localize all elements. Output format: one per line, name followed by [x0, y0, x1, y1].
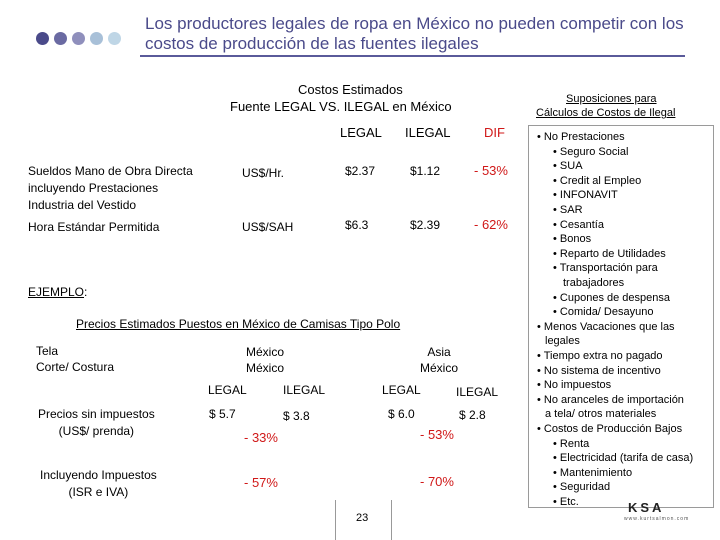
row-wages-dif: - 53%	[474, 163, 508, 178]
assumption-item: • No sistema de incentivo	[537, 364, 661, 377]
row1-asia-ilegal: $ 2.8	[459, 408, 486, 422]
assumption-item: • Bonos	[553, 233, 592, 246]
assumption-item: • Transportación para	[553, 262, 658, 275]
assumption-item: • Credit al Empleo	[553, 174, 642, 187]
assumptions-title-line2: Cálculos de Costos de Ilegal	[536, 107, 676, 119]
row-wages-label-line: incluyendo Prestaciones	[28, 181, 159, 195]
row1-mx-legal: $ 5.7	[209, 407, 236, 421]
costs-heading-line2: Fuente LEGAL VS. ILEGAL en México	[230, 99, 452, 114]
col-dif: DIF	[484, 125, 505, 140]
dot-icon	[90, 32, 103, 45]
row1-label-line: (US$/ prenda)	[58, 424, 135, 438]
assumption-item: • Reparto de Utilidades	[553, 247, 666, 260]
costs-heading-line1: Costos Estimados	[298, 82, 403, 97]
assumption-item: • Cupones de despensa	[553, 291, 670, 304]
mexico-header	[246, 344, 284, 376]
row-wages-unit: US$/Hr.	[242, 166, 285, 180]
row1-mx-ilegal: $ 3.8	[283, 409, 310, 423]
assumption-item: • Cesantía	[553, 218, 604, 231]
title-divider	[140, 55, 685, 57]
row1-mx-diff: - 33%	[244, 430, 278, 445]
assumption-item: • Renta	[553, 437, 590, 450]
assumption-item: trabajadores	[563, 277, 625, 289]
left-header-line: Corte/ Costura	[36, 360, 115, 374]
ksa-logo-sub: www.kurtsalmon.com	[624, 516, 690, 522]
assumption-item: • Seguridad	[553, 481, 611, 494]
row-sah-label: Hora Estándar Permitida	[28, 220, 160, 234]
row-wages-ilegal: $1.12	[410, 164, 441, 178]
mexico-header-line: México	[246, 361, 285, 375]
row2-label-line: (ISR e IVA)	[68, 485, 129, 499]
assumption-item: • Tiempo extra no pagado	[537, 350, 663, 362]
mx-col-ilegal: ILEGAL	[283, 383, 326, 397]
row-sah-ilegal: $2.39	[410, 218, 441, 232]
row1-label-line: Precios sin impuestos	[38, 407, 155, 421]
example-label-colon: :	[84, 285, 88, 299]
assumption-item: • Mantenimiento	[553, 466, 633, 479]
ksa-logo: KSA	[628, 500, 665, 515]
assumption-item: a tela/ otros materiales	[545, 408, 657, 421]
row2-mx-diff: - 57%	[244, 475, 278, 490]
assumption-item: • SUA	[553, 160, 583, 173]
left-header-line: Tela	[36, 344, 59, 358]
assumption-item: legales	[545, 335, 580, 348]
assumption-item: • Comida/ Desayuno	[553, 306, 654, 319]
decorative-dots	[36, 32, 126, 46]
row2-label	[40, 467, 157, 501]
row1-asia-diff: - 53%	[420, 427, 454, 442]
asia-header-line: México	[420, 361, 459, 375]
assumption-item: • No impuestos	[537, 379, 612, 392]
row-wages-label-line: Sueldos Mano de Obra Directa	[28, 164, 193, 178]
row-wages-label-line: Industria del Vestido	[28, 198, 137, 212]
dot-icon	[108, 32, 121, 45]
assumption-item: • INFONAVIT	[553, 189, 618, 202]
asia-col-ilegal: ILEGAL	[456, 385, 499, 399]
assumption-item: • No Prestaciones	[537, 131, 625, 143]
assumption-item: • Etc.	[553, 496, 579, 508]
dot-icon	[54, 32, 67, 45]
example-subtitle: Precios Estimados Puestos en México de Camisas Tipo Polo	[76, 317, 401, 331]
assumption-item: • SAR	[553, 204, 583, 216]
row-wages-legal: $2.37	[345, 164, 376, 178]
example-label	[28, 285, 87, 299]
assumption-item: • Electricidad (tarifa de casa)	[553, 452, 694, 465]
assumption-item: • Costos de Producción Bajos	[537, 423, 683, 435]
row-wages-label	[28, 163, 193, 214]
row-sah-legal: $6.3	[345, 218, 369, 232]
row1-label	[38, 406, 155, 440]
row-sah-dif: - 62%	[474, 217, 508, 232]
assumption-item: • Menos Vacaciones que las	[537, 320, 675, 333]
mexico-header-line: México	[246, 345, 285, 359]
asia-header	[420, 344, 458, 376]
asia-header-line: Asia	[427, 345, 451, 359]
left-header	[36, 343, 114, 375]
assumptions-title-line1: Suposiciones para	[566, 93, 657, 105]
mx-col-legal: LEGAL	[208, 383, 247, 397]
row1-asia-legal: $ 6.0	[388, 407, 415, 421]
col-ilegal: ILEGAL	[405, 125, 451, 140]
dot-icon	[72, 32, 85, 45]
row2-label-line: Incluyendo Impuestos	[40, 468, 157, 482]
page-number: 23	[356, 512, 369, 524]
dot-icon	[36, 32, 49, 45]
assumption-item: • Seguro Social	[553, 145, 629, 158]
col-legal: LEGAL	[340, 125, 382, 140]
row2-asia-diff: - 70%	[420, 474, 454, 489]
example-label-text: EJEMPLO	[28, 285, 85, 299]
assumption-item: • No aranceles de importación	[537, 393, 684, 406]
row-sah-unit: US$/SAH	[242, 220, 294, 234]
slide-title: Los productores legales de ropa en México no pueden competir con los costos de producción de las fuentes ilegales	[145, 14, 684, 53]
asia-col-legal: LEGAL	[382, 383, 421, 397]
